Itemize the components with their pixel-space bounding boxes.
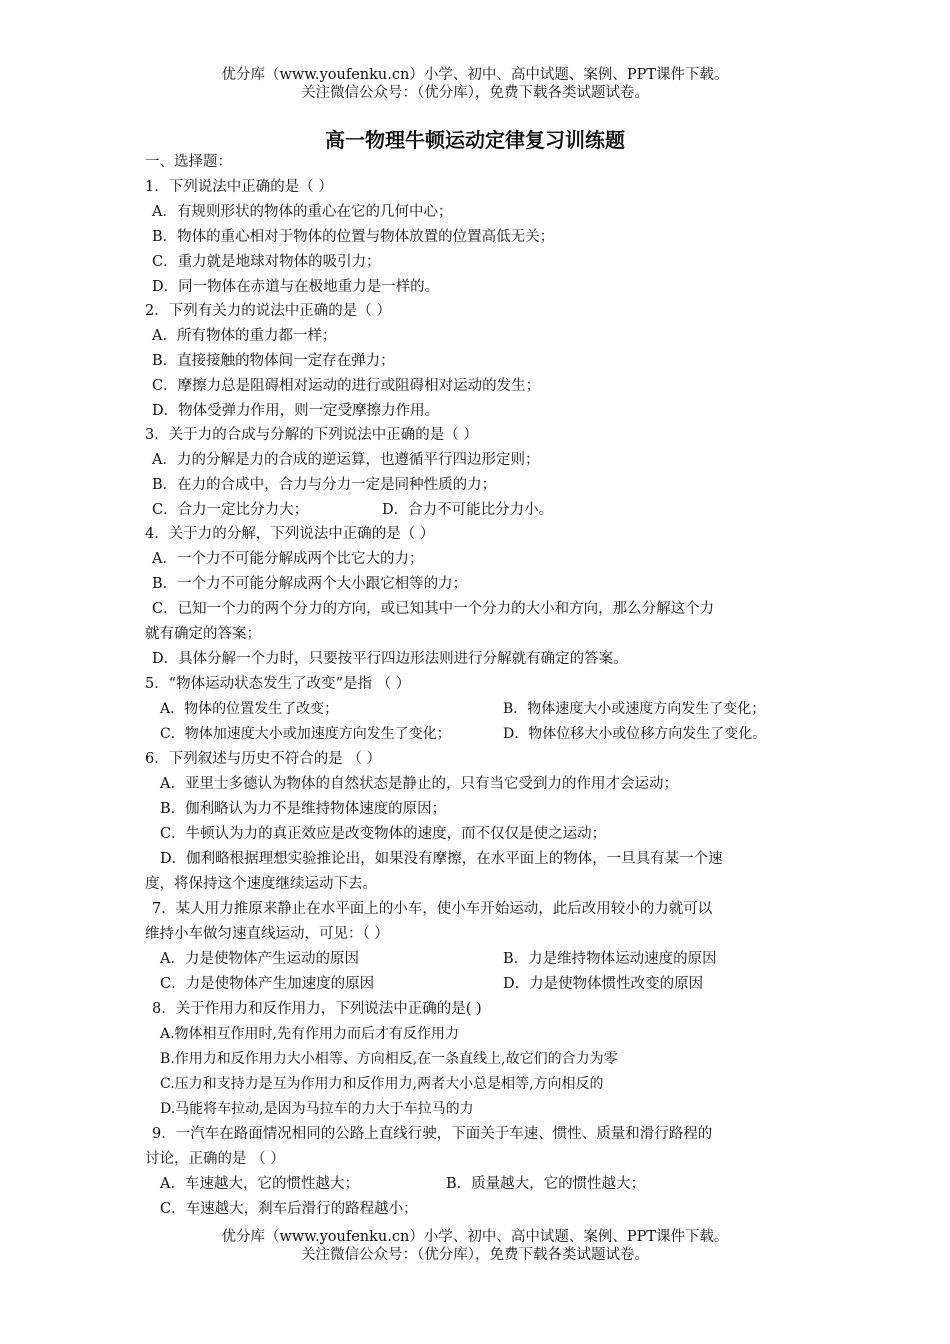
q8-option-d: D.马能将车拉动,是因为马拉车的力大于车拉马的力 bbox=[160, 1101, 474, 1117]
q1-option-a: A．有规则形状的物体的重心在它的几何中心； bbox=[152, 204, 453, 220]
q2-stem: 2．下列有关力的说法中正确的是（ ） bbox=[145, 303, 391, 319]
footer-line-1: 优分库（www.youfenku.cn）小学、初中、高中试题、案例、PPT课件下载。 bbox=[221, 1229, 729, 1245]
footer-line-2: 关注微信公众号：（优分库），免费下载各类试题试卷。 bbox=[301, 1247, 649, 1263]
q5-option-a: A．物体的位置发生了改变； bbox=[160, 701, 339, 717]
q3-option-b: B．在力的合成中，合力与分力一定是同种性质的力； bbox=[152, 477, 497, 493]
header-line-2: 关注微信公众号：（优分库），免费下载各类试题试卷。 bbox=[301, 85, 649, 101]
q1-option-c: C．重力就是地球对物体的吸引力； bbox=[152, 254, 381, 270]
q8-stem: 8．关于作用力和反作用力，下列说法中正确的是( ) bbox=[152, 1001, 482, 1017]
q7-option-c: C．力是使物体产生加速度的原因 bbox=[160, 976, 375, 992]
q9-option-c: C．车速越大，刹车后滑行的路程越小； bbox=[160, 1201, 418, 1217]
q2-option-c: C．摩擦力总是阻碍相对运动的进行或阻碍相对运动的发生； bbox=[152, 378, 541, 394]
q4-option-a: A．一个力不可能分解成两个比它大的力； bbox=[152, 551, 424, 567]
q3-option-d: D．合力不可能比分力小。 bbox=[382, 502, 554, 518]
q4-option-c-line1: C．已知一个力的两个分力的方向，或已知其中一个分力的大小和方向，那么分解这个力 bbox=[152, 601, 715, 617]
q6-stem: 6．下列叙述与历史不符合的是 （ ） bbox=[145, 751, 381, 767]
q7-stem-line2: 维持小车做匀速直线运动，可见：（ ） bbox=[145, 926, 389, 942]
q4-option-b: B．一个力不可能分解成两个大小跟它相等的力； bbox=[152, 576, 468, 592]
q8-option-c: C.压力和支持力是互为作用力和反作用力,两者大小总是相等,方向相反的 bbox=[160, 1076, 604, 1092]
q7-option-b: B．力是维持物体运动速度的原因 bbox=[503, 951, 717, 967]
q6-option-d-line1: D．伽利略根据理想实验推论出，如果没有摩擦，在水平面上的物体，一旦具有某一个速 bbox=[160, 851, 723, 867]
q5-option-b: B．物体速度大小或速度方向发生了变化； bbox=[503, 701, 766, 717]
q8-option-b: B.作用力和反作用力大小相等、方向相反,在一条直线上,故它们的合力为零 bbox=[160, 1051, 618, 1067]
q9-option-a: A．车速越大，它的惯性越大； bbox=[160, 1176, 359, 1192]
q6-option-c: C．牛顿认为力的真正效应是改变物体的速度，而不仅仅是使之运动； bbox=[160, 826, 607, 842]
q7-option-a: A．力是使物体产生运动的原因 bbox=[160, 951, 359, 967]
page-header bbox=[0, 66, 950, 102]
q5-option-d: D．物体位移大小或位移方向发生了变化。 bbox=[503, 726, 767, 742]
q2-option-a: A．所有物体的重力都一样； bbox=[152, 328, 337, 344]
q8-option-a: A.物体相互作用时,先有作用力而后才有反作用力 bbox=[160, 1026, 460, 1042]
q1-option-b: B．物体的重心相对于物体的位置与物体放置的位置高低无关； bbox=[152, 229, 555, 245]
q4-stem: 4．关于力的分解，下列说法中正确的是（ ） bbox=[145, 526, 435, 542]
q9-stem-line2: 讨论，正确的是 （ ） bbox=[145, 1151, 285, 1167]
q2-option-d: D．物体受弹力作用，则一定受摩擦力作用。 bbox=[152, 403, 440, 419]
q9-stem-line1: 9．一汽车在路面情况相同的公路上直线行驶，下面关于车速、惯性、质量和滑行路程的 bbox=[152, 1126, 713, 1142]
q1-stem: 1．下列说法中正确的是（ ） bbox=[145, 179, 333, 195]
q3-stem: 3．关于力的合成与分解的下列说法中正确的是（ ） bbox=[145, 427, 478, 443]
q4-option-d: D．具体分解一个力时，只要按平行四边形法则进行分解就有确定的答案。 bbox=[152, 651, 628, 667]
q3-option-c: C．合力一定比分力大； bbox=[152, 502, 309, 518]
section-heading: 一、选择题： bbox=[145, 154, 232, 170]
q2-option-b: B．直接接触的物体间一定存在弹力； bbox=[152, 353, 395, 369]
q4-option-c-line2: 就有确定的答案； bbox=[145, 626, 261, 642]
q5-option-c: C．物体加速度大小或加速度方向发生了变化； bbox=[160, 726, 451, 742]
page-footer bbox=[0, 1228, 950, 1264]
page-title: 高一物理牛顿运动定律复习训练题 bbox=[325, 128, 625, 152]
q5-stem: 5．“物体运动状态发生了改变”是指 （ ） bbox=[145, 676, 411, 692]
q1-option-d: D．同一物体在赤道与在极地重力是一样的。 bbox=[152, 279, 440, 295]
q7-option-d: D．力是使物体惯性改变的原因 bbox=[503, 976, 704, 992]
q6-option-b: B．伽利略认为力不是维持物体速度的原因； bbox=[160, 801, 447, 817]
q7-stem-line1: 7．某人用力推原来静止在水平面上的小车，使小车开始运动，此后改用较小的力就可以 bbox=[152, 901, 713, 917]
q6-option-a: A．亚里士多德认为物体的自然状态是静止的，只有当它受到力的作用才会运动； bbox=[160, 776, 678, 792]
header-line-1: 优分库（www.youfenku.cn）小学、初中、高中试题、案例、PPT课件下载。 bbox=[221, 67, 729, 83]
q9-option-b: B．质量越大，它的惯性越大； bbox=[446, 1176, 646, 1192]
q6-option-d-line2: 度，将保持这个速度继续运动下去。 bbox=[145, 876, 377, 892]
q3-option-a: A．力的分解是力的合成的逆运算，也遵循平行四边形定则； bbox=[152, 452, 540, 468]
